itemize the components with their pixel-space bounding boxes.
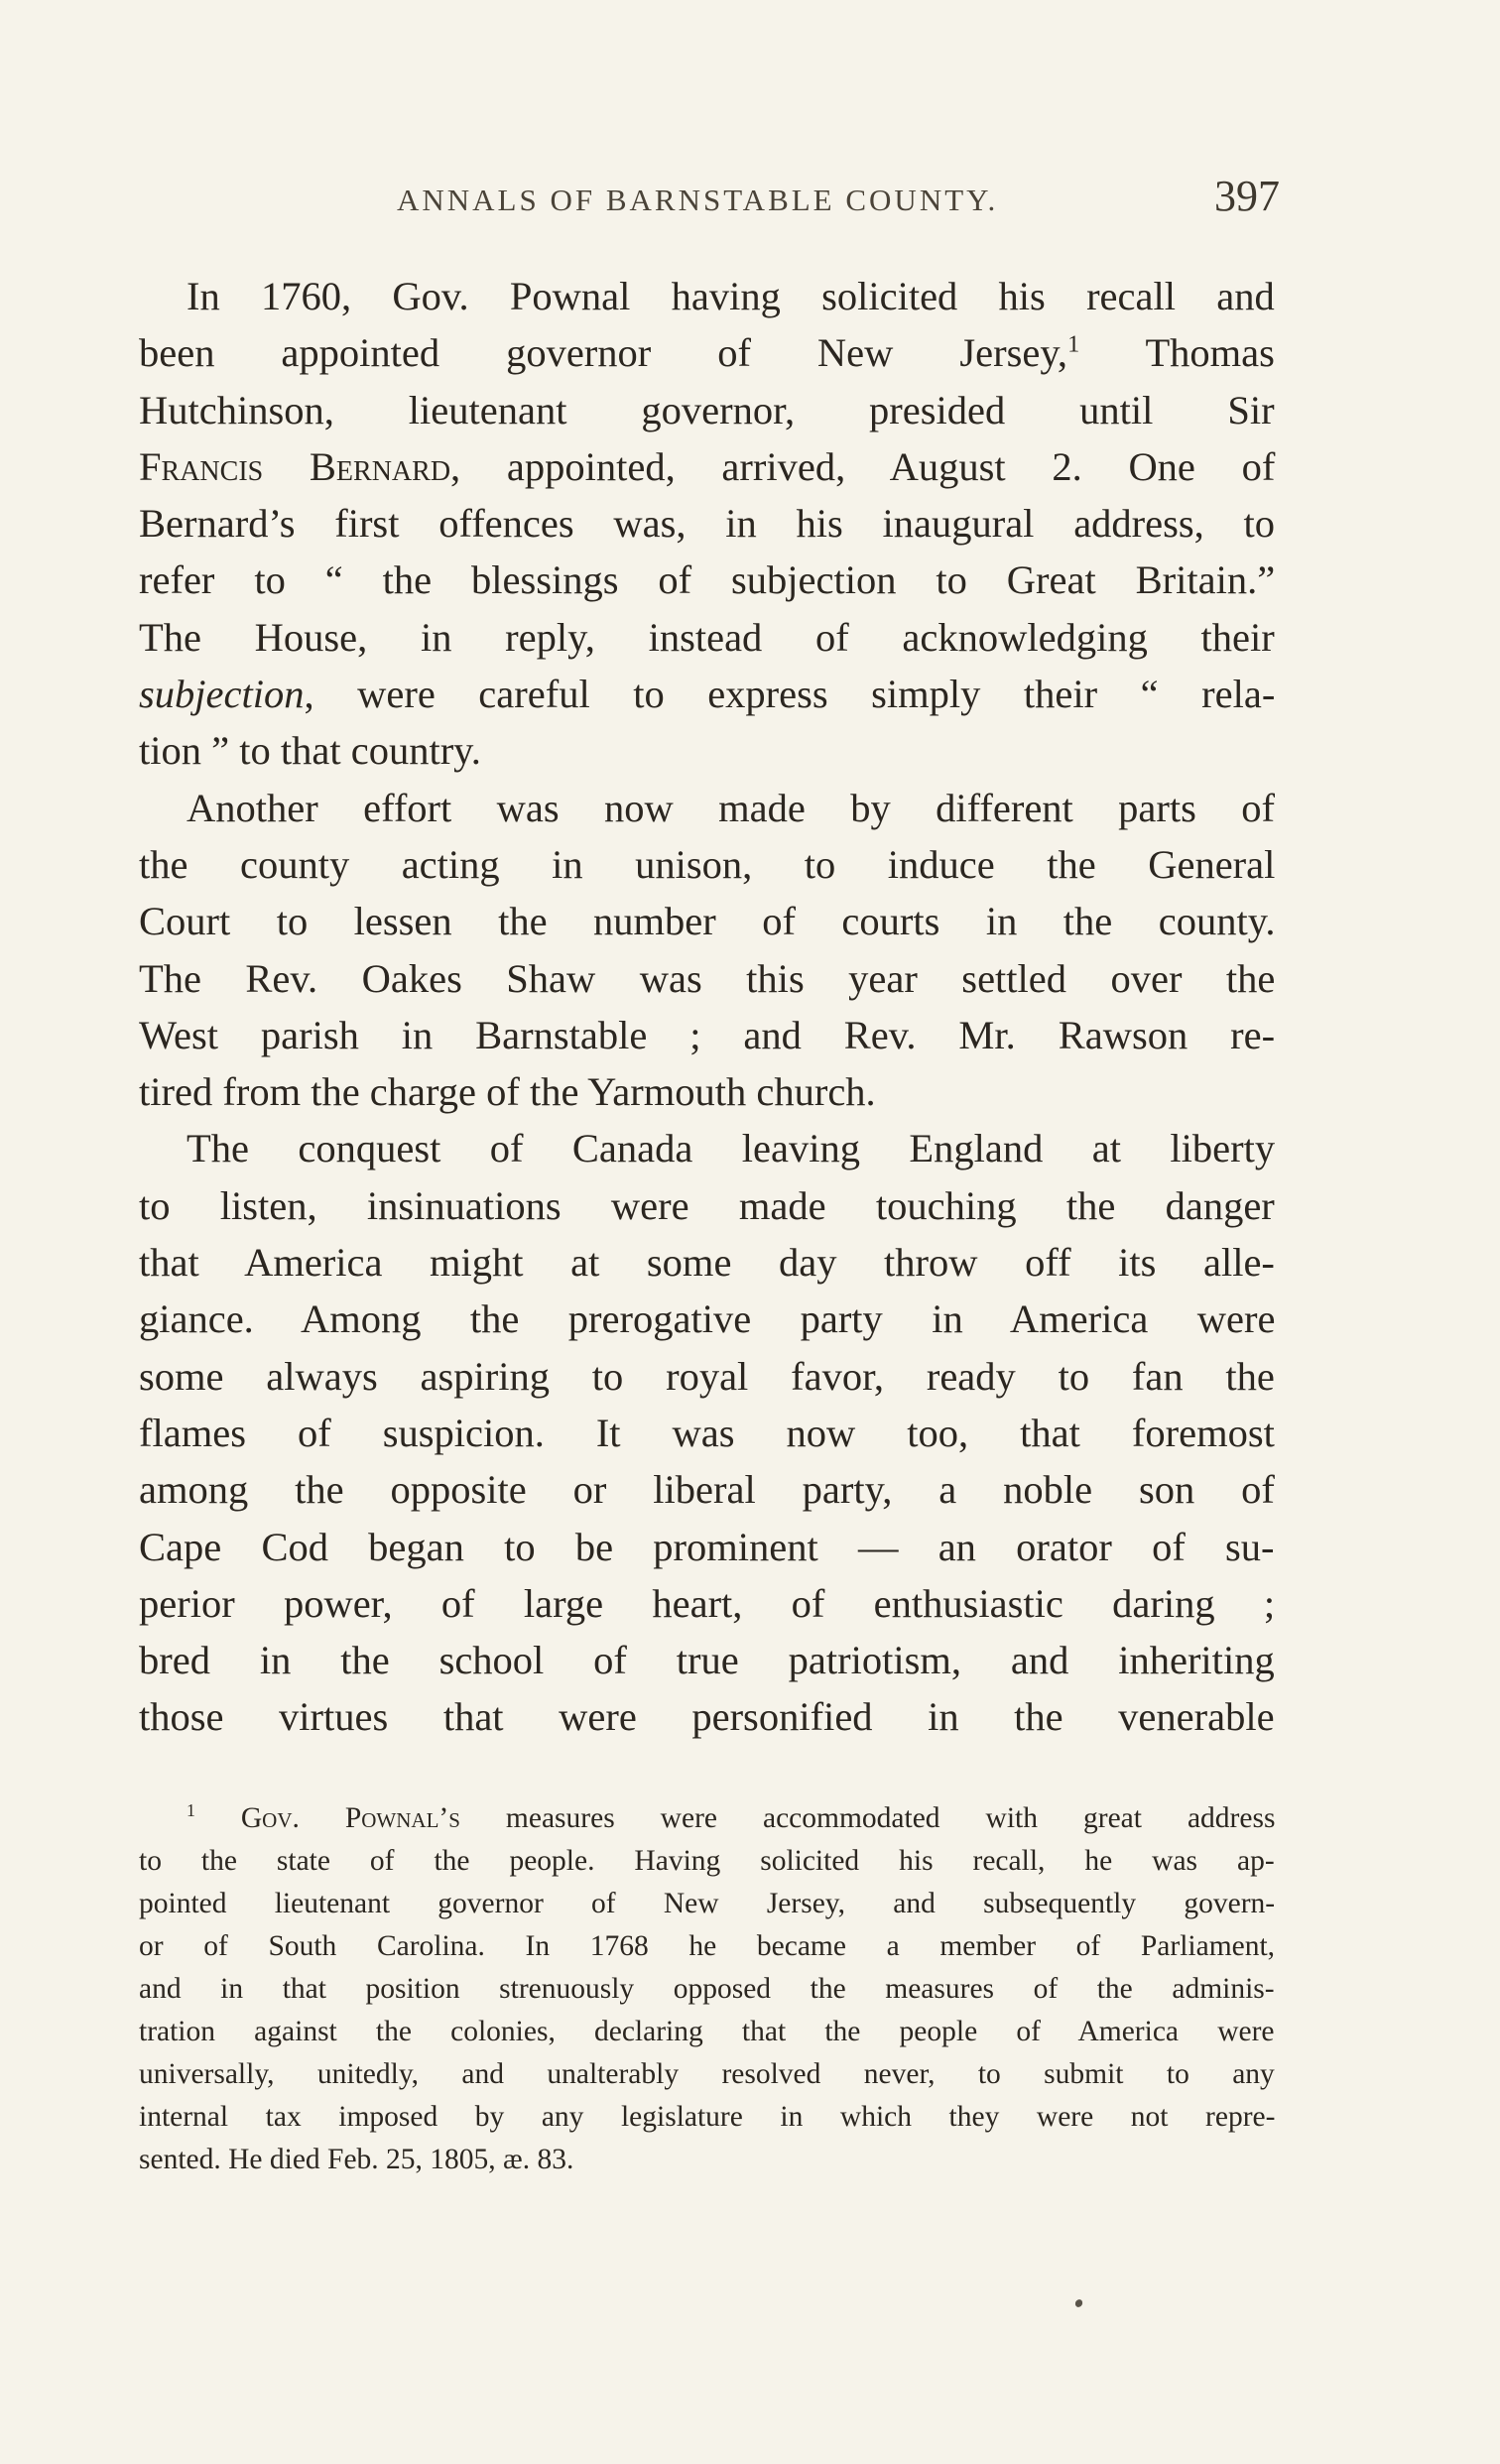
text-line: perior power, of large heart, of enthusiastic daring ; bbox=[139, 1580, 1276, 1626]
text-line: The Rev. Oakes Shaw was this year settled over the bbox=[139, 955, 1276, 1001]
text-line: subjection, were careful to express simply their “ rela- bbox=[139, 672, 1276, 717]
footnote-line: or of South Carolina. In 1768 he became a member of Parliament, bbox=[139, 1930, 1276, 1962]
text-line: In 1760, Gov. Pownal having solicited his recall and bbox=[187, 274, 1275, 318]
text-line: some always aspiring to royal favor, ready to fan the bbox=[139, 1353, 1275, 1399]
text-line: that America might at some day throw off its alle- bbox=[139, 1240, 1275, 1286]
footnote-line: universally, unitedly, and unalterably resolved never, to submit to any bbox=[139, 2058, 1275, 2090]
body-text bbox=[139, 268, 1275, 1746]
emphasis: subjection bbox=[139, 672, 305, 717]
page-number: 397 bbox=[1214, 172, 1280, 220]
footnote bbox=[139, 1797, 1275, 2181]
text-line: The conquest of Canada leaving England at liberty bbox=[187, 1126, 1276, 1171]
footnote-line: internal tax imposed by any legislature in which they were not repre- bbox=[139, 2101, 1276, 2133]
footnote-line: to the state of the people. Having solicited his recall, he was ap- bbox=[139, 1845, 1275, 1877]
text-line: Hutchinson, lieutenant governor, presided until Sir bbox=[139, 387, 1275, 432]
text-line: tion ” to that country. bbox=[139, 728, 481, 774]
text-line: bred in the school of true patriotism, and inheriting bbox=[139, 1638, 1275, 1683]
ink-speck bbox=[1073, 2298, 1083, 2308]
text-line: the county acting in unison, to induce the General bbox=[139, 841, 1276, 887]
footnote-line: and in that position strenuously opposed the measures of the adminis- bbox=[139, 1973, 1275, 2005]
text-line: The House, in reply, instead of acknowledging their bbox=[139, 614, 1275, 660]
text-line: Cape Cod began to be prominent — an orator of su- bbox=[139, 1524, 1275, 1569]
text-line: Another effort was now made by different parts of bbox=[187, 785, 1276, 830]
text-line: among the opposite or liberal party, a noble son of bbox=[139, 1467, 1275, 1513]
text-line: flames of suspicion. It was now too, that foremost bbox=[139, 1410, 1275, 1455]
text-line: refer to “ the blessings of subjection to Great Britain.” bbox=[139, 557, 1276, 603]
text-line: Francis Bernard, appointed, arrived, August 2. One of bbox=[139, 443, 1276, 489]
text-line: giance. Among the prerogative party in America were bbox=[139, 1296, 1276, 1342]
person-name: Francis Bernard bbox=[139, 443, 451, 489]
page-header bbox=[397, 171, 1280, 221]
text-line: tired from the charge of the Yarmouth church. bbox=[139, 1069, 876, 1115]
footnote-line: $^1$ Gov. Pownal’s measures were accommodated with great address bbox=[187, 1800, 1276, 1834]
footnote-reference: 1 bbox=[1067, 330, 1080, 358]
running-title: ANNALS OF BARNSTABLE COUNTY. bbox=[397, 183, 999, 217]
text-line: to listen, insinuations were made touching the danger bbox=[139, 1182, 1275, 1228]
text-line: West parish in Barnstable ; and Rev. Mr. Rawson re- bbox=[139, 1012, 1276, 1057]
text-line: been appointed governor of New Jersey,$^1$ Thomas bbox=[139, 330, 1275, 376]
person-name: Gov. Pownal’s bbox=[240, 1802, 460, 1834]
text-line: Bernard’s first offences was, in his inaugural address, to bbox=[139, 501, 1276, 547]
text-line: Court to lessen the number of courts in the county. bbox=[139, 899, 1276, 944]
footnote-line: sented. He died Feb. 25, 1805, æ. 83. bbox=[139, 2144, 574, 2175]
footnote-line: pointed lieutenant governor of New Jersey, and subsequently govern- bbox=[139, 1888, 1276, 1919]
footnote-line: tration against the colonies, declaring that the people of America were bbox=[139, 2016, 1275, 2047]
footnote-marker: 1 bbox=[187, 1800, 195, 1821]
text-line: those virtues that were personified in the venerable bbox=[139, 1694, 1275, 1740]
